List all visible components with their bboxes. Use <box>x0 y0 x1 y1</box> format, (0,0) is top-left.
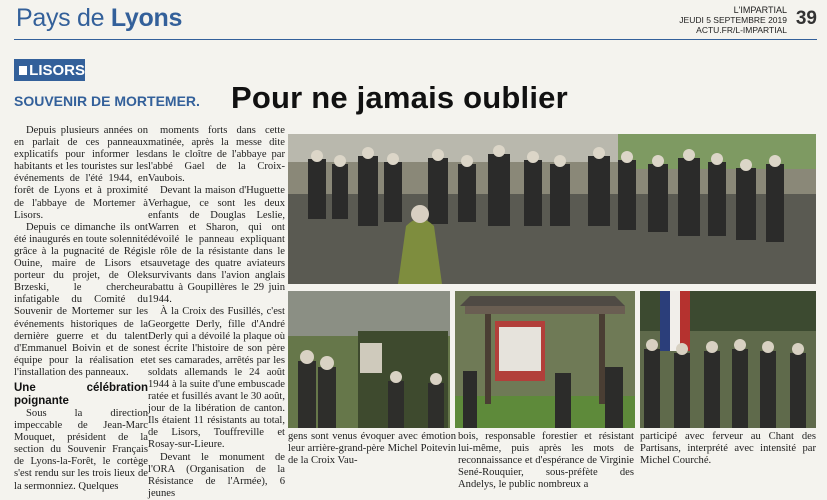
paragraph: Depuis ce dimanche ils ont été inaugurés en toute solennité grâce à la pugnacité de Régis Ouine, maire de Lisors et porteur du projet, de Olek Brzeski, le chercheur infatigable du Comité du Souvenir de Mortemer sur les événements historiques de la dernière guerre et du talent d'Emmanuel Boivin et de son équipe pour la réalisation et l'installation des panneaux. <box>14 221 148 378</box>
square-icon <box>19 66 27 75</box>
ceremony-attendees-photo <box>640 291 816 428</box>
paragraph: participé avec ferveur au Chant des Partisans, interprété avec intensité par Michel Courché. <box>640 431 816 467</box>
article-continuation-2 <box>458 431 634 491</box>
paragraph: Depuis plusieurs années on en parlait de ces panneaux explicatifs pour informer les habitants et les touristes sur les événements de l'été 1944, en forêt de Lyons et à proximité de l'abbaye de Mortemer à Lisors. <box>14 125 148 221</box>
header-divider <box>14 39 817 40</box>
memorial-panel-photo <box>455 291 635 428</box>
page-number: 39 <box>795 8 817 29</box>
paragraph: Devant le monument de l'ORA (Organisation de la Résistance de l'Armée), 6 jeunes <box>148 451 285 499</box>
publication-info <box>679 5 787 35</box>
paragraph: bois, responsable forestier et résistant lui-même, puis après les mots de reconnaissance et d'espérance de Virginie Sené-Rouquier, sous-préfète des Andelys, le public nombreux a <box>458 431 634 491</box>
page-header <box>0 0 827 40</box>
section-title-name: Lyons <box>110 4 183 32</box>
paragraph: À la Croix des Fusillés, c'est Georgette Derly, fille d'André Derly qui a dévoilé la plaque où est écrite l'histoire de son père et ses camarades, arrêtés par les soldats allemands le 24 août 1944 à la suite d'une embuscade ratée et fusillés avant le 30 août, jour de la libération de canton. Ils étaient 11 résistants au total, de Lisors, Touffreville et Rosay-sur-Lieure. <box>148 306 285 451</box>
location-tag-label: LISORS <box>29 61 85 79</box>
article-continuation-1 <box>288 431 456 479</box>
monument-photo <box>288 291 450 428</box>
newspaper-website: ACTU.FR/L-IMPARTIAL <box>696 25 787 35</box>
article-column-1 <box>14 125 148 492</box>
newspaper-name: L'IMPARTIAL <box>733 5 787 15</box>
article-subhead: Une célébration poignante <box>14 381 148 407</box>
article-column-2 <box>148 125 285 499</box>
paragraph: gens sont venus évoquer avec émotion leur arrière-grand-père Michel Poitevin de la Croix Vau- <box>288 431 456 467</box>
article-kicker: SOUVENIR DE MORTEMER. <box>14 93 200 109</box>
location-tag <box>14 59 85 81</box>
paragraph: Devant la maison d'Huguette Verhague, ce sont les deux enfants de Douglas Leslie, Warren et Sharon, qui ont dévoilé le panneau expliquant le rôle de la résistante dans le sauvetage des quatre aviateurs survivants dans l'avion anglais abattu à Goupillères le 29 juin 1944. <box>148 185 285 306</box>
paragraph: Sous la direction impeccable de Jean-Marc Mouquet, président de la section du Souvenir Français de Lyons-la-Forêt, le cortège s'est rendu sur les trois lieux de la sermonniez. Quelques <box>14 407 148 492</box>
article-continuation-3 <box>640 431 816 479</box>
paragraph: moments forts dans cette matinée, après la messe dite dans le cloître de l'abbaye par l'abbé Gael de la Croix-Vaubois. <box>148 125 285 185</box>
issue-date: JEUDI 5 SEPTEMBRE 2019 <box>679 15 787 25</box>
section-title <box>16 4 182 33</box>
ceremony-crowd-photo <box>288 134 816 284</box>
article-headline: Pour ne jamais oublier <box>231 80 568 115</box>
section-title-prefix: Pays de <box>16 4 111 32</box>
